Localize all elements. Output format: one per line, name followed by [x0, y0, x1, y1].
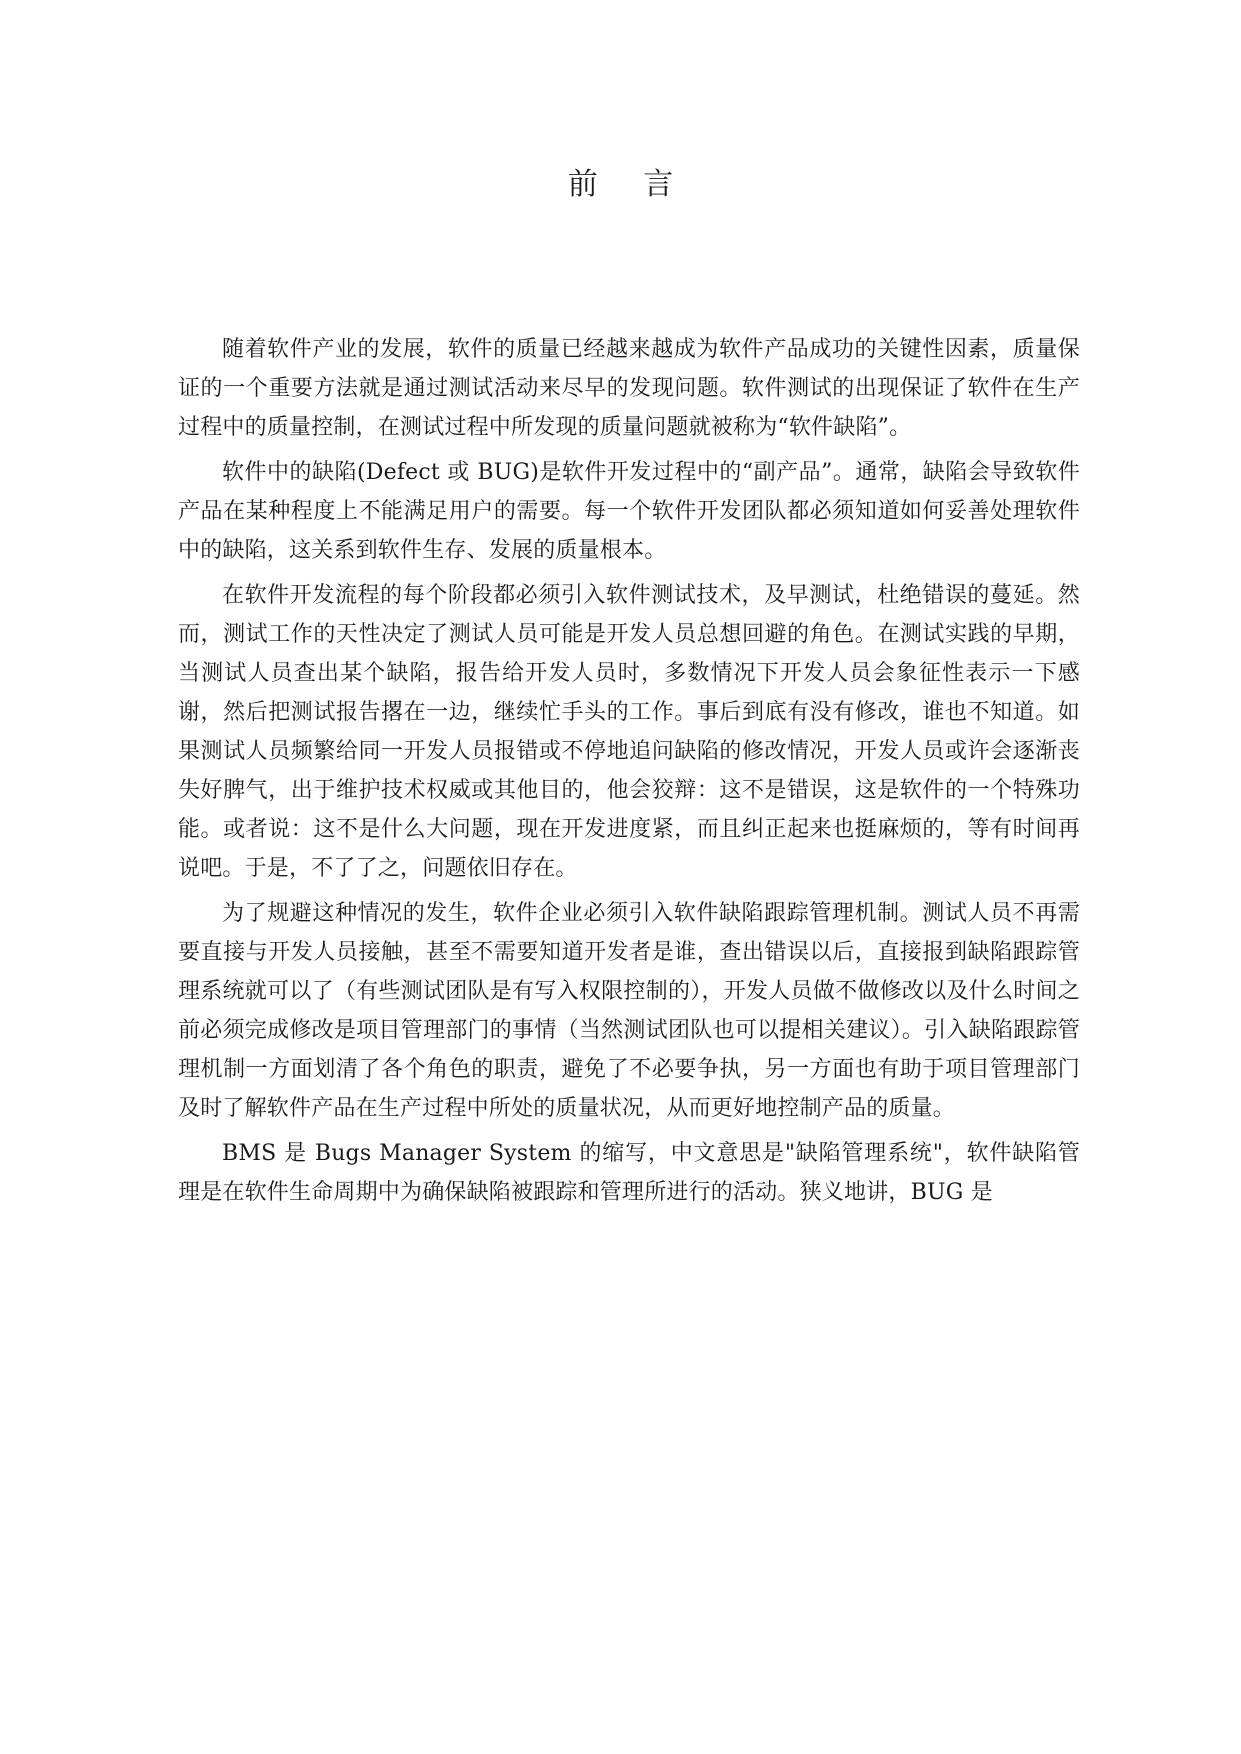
page-title: 前 言 [567, 167, 692, 202]
paragraph-5: BMS 是 Bugs Manager System 的缩写，中文意思是"缺陷管理系统"，软件缺陷管理是在软件生命周期中为确保缺陷被跟踪和管理所进行的活动。狭义地讲，BUG 是 [178, 1141, 1080, 1205]
paragraph-3: 在软件开发流程的每个阶段都必须引入软件测试技术，及早测试，杜绝错误的蔓延。然而，测试工作的天性决定了测试人员可能是开发人员总想回避的角色。在测试实践的早期，当测试人员查出某个缺陷，报告给开发人员时，多数情况下开发人员会象征性表示一下感谢，然后把测试报告撂在一边，继续忙手头的工作。事后到底有没有修改，谁也不知道。如果测试人员频繁给同一开发人员报错或不停地追问缺陷的修改情况，开发人员或许会逐渐丧失好脾气，出于维护技术权威或其他目的，他会狡辩：这不是错误，这是软件的一个特殊功能。或者说：这不是什么大问题，现在开发进度紧，而且纠正起来也挺麻烦的，等有时间再说吧。于是，不了了之，问题依旧存在。 [178, 583, 1080, 881]
body-text [178, 330, 1080, 1218]
paragraph-2: 软件中的缺陷(Defect 或 BUG)是软件开发过程中的“副产品”。通常，缺陷会导致软件产品在某种程度上不能满足用户的需要。每一个软件开发团队都必须知道如何妥善处理软件中的缺陷，这关系到软件生存、发展的质量根本。 [178, 460, 1080, 563]
paragraph-4: 为了规避这种情况的发生，软件企业必须引入软件缺陷跟踪管理机制。测试人员不再需要直接与开发人员接触，甚至不需要知道开发者是谁，查出错误以后，直接报到缺陷跟踪管理系统就可以了（有些测试团队是有写入权限控制的），开发人员做不做修改以及什么时间之前必须完成修改是项目管理部门的事情（当然测试团队也可以提相关建议）。引入缺陷跟踪管理机制一方面划清了各个角色的职责，避免了不必要争执，另一方面也有助于项目管理部门及时了解软件产品在生产过程中所处的质量状况，从而更好地控制产品的质量。 [178, 901, 1080, 1121]
paragraph-1: 随着软件产业的发展，软件的质量已经越来越成为软件产品成功的关键性因素，质量保证的一个重要方法就是通过测试活动来尽早的发现问题。软件测试的出现保证了软件在生产过程中的质量控制，在测试过程中所发现的质量问题就被称为“软件缺陷”。 [178, 337, 1080, 440]
